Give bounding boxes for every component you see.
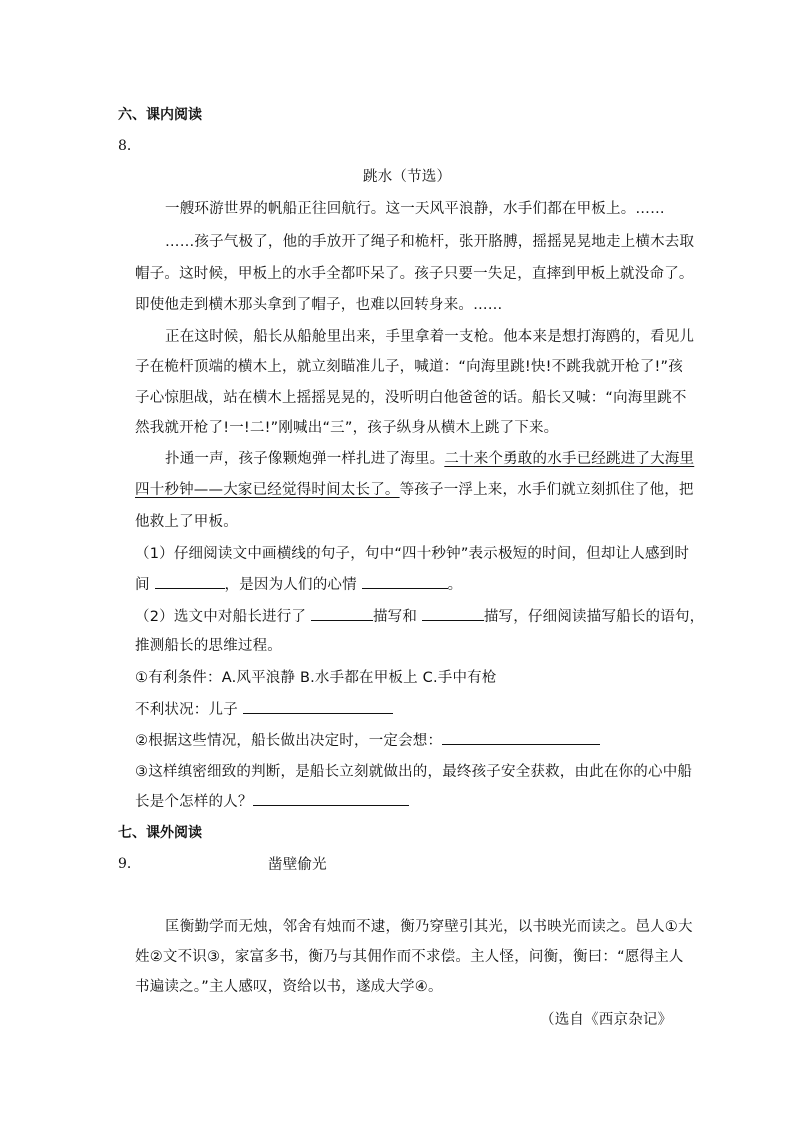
section-heading-6: 六、课内阅读 (118, 107, 202, 123)
answer-blank-time-feeling[interactable] (155, 574, 225, 589)
question-number-9: 9． (118, 856, 141, 872)
passage-title-tiaoshui: 跳水（节选） (363, 169, 452, 185)
classical-passage-line-1: 匡衡勤学而无烛，邻舍有烛而不逮，衡乃穿壁引其光，以书映光而读之。邑人①大 (165, 919, 693, 935)
paragraph-4-text: 扑通一声，孩子像颗炮弹一样扎进了海里。 (165, 451, 445, 467)
passage-paragraph-2-line-2: 帽子。这时候，甲板上的水手全都吓呆了。孩子只要一失足，直摔到甲板上就没命了。 (135, 266, 694, 282)
passage-paragraph-2-line-3: 即使他走到横木那头拿到了帽子，也难以回转身来。…… (135, 297, 503, 313)
answer-blank-unfavorable[interactable] (243, 699, 393, 714)
question-number-8: 8． (118, 138, 141, 154)
sub-question-1-text: 。 (447, 577, 463, 593)
sub-question-2-item-2 (135, 729, 600, 750)
sub-question-2-text: ②根据这些情况，船长做出决定时，一定会想： (135, 733, 443, 749)
classical-passage-line-3: 书遍读之。”主人感叹，资给以书，遂成大学④。 (135, 979, 443, 995)
section-heading-7: 七、课外阅读 (118, 825, 202, 841)
sub-question-2-item-unfavorable (135, 698, 393, 719)
passage-paragraph-4-line-2 (135, 478, 694, 499)
passage-paragraph-4-line-3: 他救上了甲板。 (135, 514, 238, 530)
answer-blank-description-type-1[interactable] (311, 606, 373, 621)
sub-question-2-text: （2）选文中对船长进行了 (135, 609, 307, 625)
sub-question-1-line-2 (135, 573, 462, 594)
sub-question-1-text: 间 (135, 577, 150, 593)
sub-question-2-text: 描写，仔细阅读描写船长的语句， (483, 609, 705, 625)
passage-title-zaobi: 凿壁偷光 (268, 857, 327, 873)
sub-question-2-item-3-line-1: ③这样缜密细致的判断，是船长立刻就做出的，最终孩子安全获救，由此在你的心中船 (135, 764, 693, 780)
underlined-sentence-part-1: 二十来个勇敢的水手已经跳进了大海里 (444, 451, 695, 467)
sub-question-1-line-1: （1）仔细阅读文中画横线的句子，句中“四十秒钟”表示极短的时间，但却让人感到时 (135, 546, 690, 562)
sub-question-2-text: 长是个怎样的人？ (135, 794, 253, 810)
sub-question-2-line-2: 推测船长的思维过程。 (135, 638, 282, 654)
sub-question-2-text: 描写和 (372, 609, 418, 625)
answer-blank-captain-thought[interactable] (442, 730, 600, 745)
classical-passage-line-2: 姓②文不识③，家富多书，衡乃与其佣作而不求偿。主人怪，问衡，衡曰：“愿得主人 (135, 949, 684, 965)
sub-question-2-line-1 (135, 605, 704, 626)
answer-blank-description-type-2[interactable] (422, 606, 484, 621)
underlined-sentence-part-2: 四十秒钟——大家已经觉得时间太长了。 (135, 482, 400, 498)
passage-paragraph-4-line-1 (165, 447, 694, 468)
passage-paragraph-3-line-4: 然我就开枪了!一!二!”刚喊出“三”，孩子纵身从横木上跳了下来。 (135, 420, 559, 436)
sub-question-1-text: ，是因为人们的心情 (224, 577, 357, 593)
passage-paragraph-3-line-3: 子心惊胆战，站在横木上摇摇晃晃的，没听明白他爸爸的话。船长又喊：“向海里跳不 (135, 390, 687, 406)
passage-source: （选自《西京杂记》 (540, 1012, 673, 1028)
sub-question-2-text: 不利状况：儿子 (135, 702, 238, 718)
passage-paragraph-1: 一艘环游世界的帆船正往回航行。这一天风平浪静，水手们都在甲板上。…… (165, 201, 665, 217)
answer-blank-mood[interactable] (362, 574, 448, 589)
passage-paragraph-2-line-1: ……孩子气极了，他的手放开了绳子和桅杆，张开胳膊，摇摇晃晃地走上横木去取 (165, 234, 695, 250)
answer-blank-captain-character[interactable] (253, 791, 409, 806)
sub-question-2-item-3-line-2 (135, 790, 409, 811)
passage-paragraph-3-line-2: 子在桅杆顶端的横木上，就立刻瞄准儿子，喊道：“向海里跳!快!不跳我就开枪了!”孩 (135, 359, 683, 375)
paragraph-4-text: 等孩子一浮上来，水手们就立刻抓住了他，把 (399, 482, 694, 498)
passage-paragraph-3-line-1: 正在这时候，船长从船舱里出来，手里拿着一支枪。他本来是想打海鸥的，看见儿 (165, 329, 695, 345)
sub-question-2-item-1: ①有利条件：A.风平浪静 B.水手都在甲板上 C.手中有枪 (135, 670, 497, 686)
